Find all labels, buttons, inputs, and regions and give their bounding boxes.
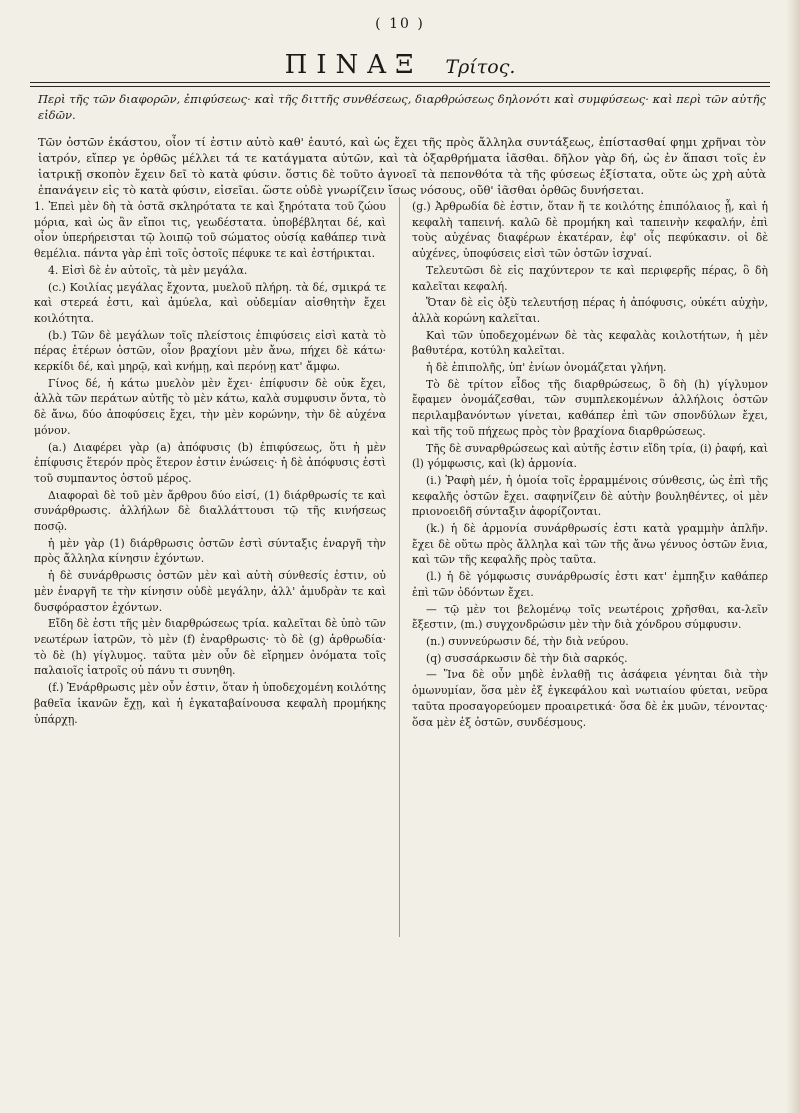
page-edge-shadow	[786, 0, 800, 1113]
paragraph: Ὅταν δὲ εἰς ὀξὺ τελευτήσῃ πέρας ἡ ἀπόφυσις, οὐκέτι αὐχὴν, ἀλλὰ κορώνη καλεῖται.	[412, 296, 768, 325]
paragraph: (k.) ἡ δὲ ἁρμονία συνάρθρωσίς ἐστι κατὰ γραμμὴν ἁπλῆν. ἔχει δὲ οὕτω πρὸς ἄλληλα καὶ τῶν τῆς ἄνω γένυος ὀστῶν ἔνια, καὶ τῶν τῆς κεφαλῆς πρὸς ταῦτα.	[412, 522, 768, 567]
paragraph: ἡ δὲ ἐπιπολῆς, ὑπ' ἐνίων ὀνομάζεται γλήνη.	[426, 361, 667, 375]
paragraph: Γίνος δέ, ἡ κάτω μυελὸν μὲν ἔχει· ἐπίφυσιν δὲ οὐκ ἔχει, ἀλλὰ τῶν περάτων αὐτῆς τὸ μὲν κάτω, καλὰ συμφυσιν ὄντα, τὸ δὲ ἄνω, δύο ἀποφύσεις ἔχει, τὴν μὲν κορώνην, τὴν δὲ αὐχένα μόνον.	[34, 376, 386, 437]
paragraph: — Ἵνα δὲ οὖν μηδὲ ἐνλαθῇ τις ἀσάφεια γένηται διὰ τὴν ὁμωνυμίαν, ὅσα μὲν ἐξ ἐγκεφάλου καὶ νωτιαίου φύεται, νεῦρα ταῦτα προσαγορεύομεν προαιρετικά· ὅσα δὲ ἐκ μυῶν, τένοντας· ὅσα μὲν ἐξ ὀστῶν, συνδέσμους.	[412, 668, 768, 729]
paragraph: Τῆς δὲ συναρθρώσεως καὶ αὐτῆς ἐστιν εἴδη τρία, (i) ῥαφή, καὶ (l) γόμφωσις, καὶ (k) ἁρμονία.	[412, 441, 768, 471]
paragraph: (l.) ἡ δὲ γόμφωσις συνάρθρωσίς ἐστι κατ' ἐμπηξιν καθάπερ ἐπὶ τῶν ὀδόντων ἔχει.	[412, 570, 768, 599]
paragraph: ἡ δὲ συνάρθρωσις ὀστῶν μὲν καὶ αὐτὴ σύνθεσίς ἐστιν, οὐ μὲν ἐναργῆ τε τὴν κίνησιν οὐδὲ μεγάλην, ἀλλ' ἀμυδρὰν τε καὶ δυσφόραστον ἐχόντων.	[34, 569, 386, 614]
title-rule-top	[30, 82, 770, 83]
paragraph: — τῷ μὲν τοι βελομένῳ τοῖς νεωτέροις χρῆσθαι, κα-λεῖν ἔξεστιν, (m.) συγχονδρώσιν μὲν τὴν διὰ χόνδρου σύμφυσιν.	[412, 602, 768, 632]
section-heading: Περὶ τῆς τῶν διαφορῶν, ἐπιφύσεως· καὶ τῆς διττῆς συνθέσεως, διαρθρώσεως δηλονότι καὶ συμφύσεως· καὶ περὶ τῶν αὐτῆς εἰδῶν.	[38, 92, 766, 122]
paragraph: Τελευτῶσι δὲ εἰς παχύντερον τε καὶ περιφερῆς πέρας, ὃ δὴ καλεῖται κεφαλή.	[412, 263, 768, 293]
paragraph: (i.) Ῥαφὴ μέν, ἡ ὁμοία τοῖς ἐρραμμένοις σύνθεσις, ὡς ἐπὶ τῆς κεφαλῆς ὀστῶν ἔχει. σαφηνίζειν δὲ αὐτὴν βουληθέντες, οἱ μὲν πριονοειδῆ σύνταξιν ἀφορίζονται.	[412, 473, 768, 519]
paragraph: (a.) Διαφέρει γὰρ (a) ἀπόφυσις (b) ἐπιφύσεως, ὅτι ἡ μὲν ἐπίφυσις ἕτερόν πρὸς ἕτερον ἐστιν ἑνώσεις· ἡ δὲ ἀπόφυσις ἐστὶ τοῦ συμπαντος ὀστοῦ μέρος.	[34, 440, 386, 485]
paragraph: (b.) Τῶν δὲ μεγάλων τοῖς πλείστοις ἐπιφύσεις εἰσὶ κατὰ τὸ πέρας ἑτέρων ὀστῶν, οἷον βραχίονι μὲν ἄνω, πήχει δὲ κάτω· κερκίδι δέ, καὶ μηρῷ, καὶ κνήμῃ, καὶ περόνῃ κατ' ἄμφω.	[34, 328, 386, 374]
paragraph: (f.) Ἐνάρθρωσις μὲν οὖν ἐστιν, ὅταν ἡ ὑποδεχομένη κοιλότης βαθεῖα ἱκανῶν ἔχῃ, καὶ ἡ ἐγκαταβαίνουσα κεφαλὴ προμήκης ὑπάρχῃ.	[34, 681, 386, 726]
paragraph: (n.) συννεύρωσιν δέ, τὴν διὰ νεύρου.	[426, 634, 629, 648]
paragraph: ἡ μὲν γὰρ (1) διάρθρωσις ὀστῶν ἐστὶ σύνταξις ἐναργῆ τὴν πρὸς ἄλληλα κίνησιν ἐχόντων.	[34, 536, 386, 566]
page-title-row	[0, 50, 800, 80]
paragraph: (q) συσσάρκωσιν δὲ τὴν διὰ σαρκός.	[426, 651, 628, 665]
title-rule-bottom	[30, 86, 770, 87]
paragraph: Διαφοραὶ δὲ τοῦ μὲν ἄρθρου δύο εἰσί, (1) διάρθρωσίς τε καὶ συνάρθρωσις. ἀλλήλων δὲ διαλλάττουσι τῷ τῆς κινήσεως ποσῷ.	[34, 488, 386, 534]
paragraph: Εἴδη δὲ ἐστι τῆς μὲν διαρθρώσεως τρία. καλεῖται δὲ ὑπὸ τῶν νεωτέρων ἰατρῶν, τὸ μὲν (f) ἐναρθρωσις· τὸ δὲ (g) ἀρθρωδία· τὸ δὲ (h) γίγλυμος. ταῦτα μὲν οὖν δὲ εἴρημεν ὀνόματα τοῖς παλαιοῖς ἰατροῖς οὐ πάνυ τι συνηθη.	[34, 617, 386, 678]
intro-paragraph: Τῶν ὀστῶν ἑκάστου, οἷον τί ἐστιν αὐτὸ καθ' ἑαυτό, καὶ ὡς ἔχει τῆς πρὸς ἄλληλα συντάξεως, ἐπίστασθαί φημι χρῆναι τὸν ἰατρόν, εἴπερ γε ὀρθῶς μέλλει τά τε κατάγματα αὐτῶν, καὶ τὰ ὀξαρθρήματα ἰᾶσθαι. δῆλον γὰρ δή, ὡς ἐν ἅπασι τοῖς ἐν ἰατρικῇ σκοπὸν ἔχειν δεῖ τὸ κατὰ φύσιν. ὅστις δὲ τοῦτο ἀγνοεῖ τὰ πεπονθότα τὰ τῆς φύσεως ἐξίστατα, οὔτε ὡς χρὴ αὐτὰ ἐπανάγειν εἰς τὸ κατὰ φύσιν, εἰσεῖαι. ὥστε οὐδὲ γνωρίζειν ἴσως νόσους, οὔθ' ἰᾶσθαι ὀρθῶς δυνήσεται.	[38, 135, 766, 197]
paragraph: (c.) Κοιλίας μεγάλας ἔχοντα, μυελοῦ πλήρη. τὰ δέ, σμικρά τε καὶ στερεά ἐστι, καὶ ἀμύελα, καὶ οὐδεμίαν αἰσθητὴν ἔχει κοιλότητα.	[34, 280, 386, 325]
paragraph: Τὸ δὲ τρίτον εἶδος τῆς διαρθρώσεως, ὃ δὴ (h) γίγλυμον ἔφαμεν ὀνομάζεσθαι, τῶν συμπλεκομένων ἀλλήλοις ὀστῶν περιλαμβανόντων γίνεται, καθάπερ ἐπὶ τῶν σπονδύλων ἔχει, καὶ τῆς τοῦ πήχεως πρὸς τὸν βραχίονα διαρθρώσεως.	[412, 377, 768, 438]
paragraph: 4. Εἰσὶ δὲ ἐν αὐτοῖς, τὰ μὲν μεγάλα.	[48, 263, 248, 277]
paragraph: Καὶ τῶν ὑποδεχομένων δὲ τὰς κεφαλὰς κοιλοτήτων, ἡ μὲν βαθυτέρα, κοτύλη καλεῖται.	[412, 328, 768, 358]
page-subtitle: Τρίτος.	[445, 56, 516, 78]
left-column	[34, 199, 386, 728]
paragraph: 1. Ἐπεὶ μὲν δὴ τὰ ὀστᾶ σκληρότατα τε καὶ ξηρότατα τοῦ ζώου μόρια, καὶ ὡς ἂν εἴποι τις, γεωδέστατα. ὑποβέβληται δέ, καὶ οἷον ὑπερήρεισται τῷ λοιπῷ τοῦ σώματος οὐσίᾳ καθάπερ τινὰ θεμέλια. πάντα γὰρ ἐπὶ τοῖς ὀστοῖς πέφυκε τε καὶ ἐστήρικται.	[34, 200, 386, 261]
paragraph: (g.) Ἀρθρωδία δὲ ἐστιν, ὅταν ἥ τε κοιλότης ἐπιπόλαιος ᾖ, καὶ ἡ κεφαλὴ ταπεινή. καλῶ δὲ προμήκη καὶ ταπεινὴν κεφαλήν, ἐπὶ τοὺς αὐχένας διαφέρων ἑκατέραν, ἐφ' οἷς πεφύκασιν. οἱ δὲ αὐχένες, ὑποφύσεις εἰσὶ τῶν ὀστῶν ἰσχναί.	[412, 200, 768, 261]
page-number: ( 10 )	[375, 16, 425, 32]
page-title: ΠΙΝΑΞ	[284, 50, 423, 80]
column-divider	[399, 197, 400, 937]
right-column	[412, 199, 768, 731]
